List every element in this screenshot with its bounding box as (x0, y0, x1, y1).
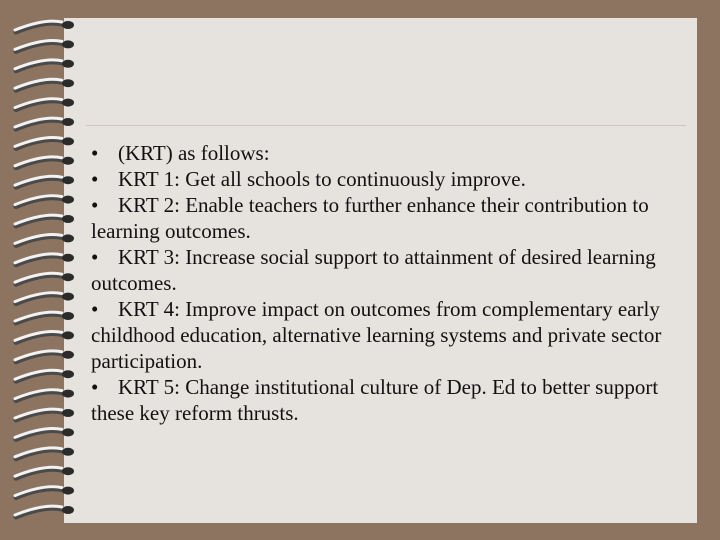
binding-ring (15, 273, 74, 284)
binding-ring (15, 21, 74, 32)
binding-ring (15, 176, 74, 187)
list-item (91, 296, 691, 374)
list-item-text: (KRT) as follows: (118, 141, 270, 165)
binding-ring (15, 196, 74, 207)
list-item (91, 374, 691, 426)
binding-ring (15, 118, 74, 129)
binding-ring (15, 409, 74, 420)
binding-ring (15, 137, 74, 148)
header-rule (86, 125, 686, 126)
list-item-text: KRT 3: Increase social support to attainment of desired learning outcomes. (91, 245, 656, 295)
binding-ring (15, 215, 74, 226)
list-item (91, 140, 691, 166)
binding-ring (15, 234, 74, 245)
bullet-icon: • (91, 141, 99, 165)
binding-ring (15, 331, 74, 342)
bullet-list (91, 140, 691, 426)
list-item-text: KRT 4: Improve impact on outcomes from complementary early childhood education, alternative learning systems and private sector participation. (91, 297, 662, 373)
binding-ring (15, 99, 74, 110)
bullet-icon: • (91, 375, 99, 399)
binding-ring (15, 506, 74, 517)
binding-ring (15, 60, 74, 71)
list-item (91, 192, 691, 244)
list-item-text: KRT 1: Get all schools to continuously improve. (118, 167, 526, 191)
bullet-icon: • (91, 167, 99, 191)
binding-ring (15, 428, 74, 439)
binding-ring (15, 40, 74, 51)
binding-ring (15, 390, 74, 401)
binding-ring (15, 79, 74, 90)
binding-ring (15, 370, 74, 381)
spiral-binding-icon (0, 0, 90, 540)
binding-ring (15, 448, 74, 459)
binding-ring (15, 157, 74, 168)
bullet-icon: • (91, 297, 99, 321)
list-item-text: KRT 5: Change institutional culture of Dep. Ed to better support these key reform thrusts. (91, 375, 659, 425)
binding-ring (15, 254, 74, 265)
bullet-icon: • (91, 245, 99, 269)
list-item-text: KRT 2: Enable teachers to further enhance their contribution to learning outcomes. (91, 193, 649, 243)
binding-ring (15, 467, 74, 478)
binding-ring (15, 293, 74, 304)
binding-ring (15, 351, 74, 362)
list-item (91, 244, 691, 296)
binding-ring (15, 312, 74, 323)
list-item (91, 166, 691, 192)
bullet-icon: • (91, 193, 99, 217)
binding-ring (15, 487, 74, 498)
